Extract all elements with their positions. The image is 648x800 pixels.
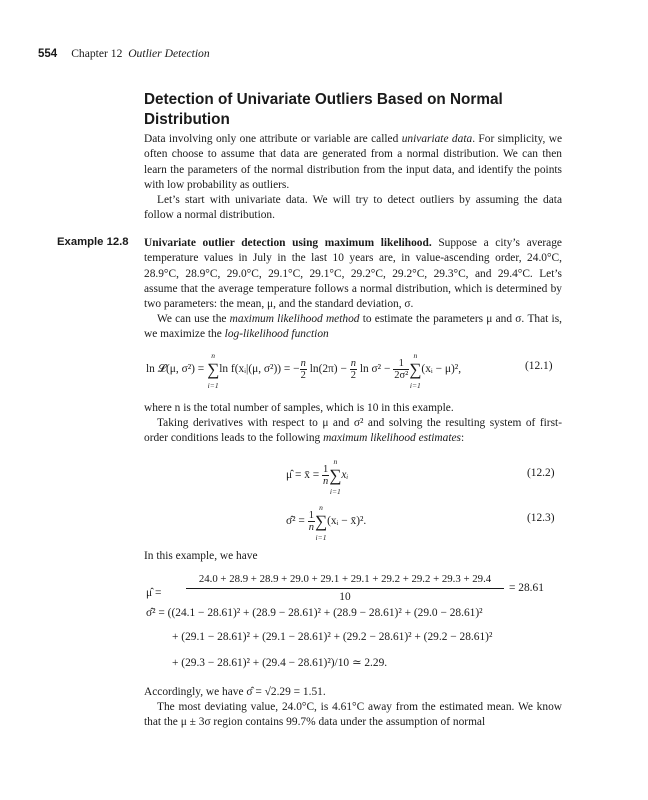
equation-number: (12.2) [527, 467, 555, 479]
example-p4-text-b: : [461, 432, 465, 445]
variance-line-2: + (29.1 − 28.61)² + (29.1 − 28.61)² + (29.2 − 28.61)² + (29.2 − 28.61)² [172, 631, 493, 643]
example-p2-text-a: We can use the [157, 313, 230, 325]
intro-text-b: . For simplicity, we often choose to assume that data are generated from a normal distribution. We can then learn the parameters of the normal distribution from the input data, and identify the points with low probability as outliers. [144, 133, 563, 192]
fraction: $\frac{1}{n}$ [308, 510, 314, 533]
example-paragraph-6: Accordingly, we have σ̂ = √2.29 = 1.51. [144, 686, 326, 698]
example-paragraph-4 [144, 416, 562, 447]
example-paragraph-5: In this example, we have [144, 550, 258, 562]
eq1-tail: (xᵢ − μ)², [421, 363, 462, 376]
fraction-bar [186, 588, 504, 589]
example-paragraph-3: where n is the total number of samples, which is 10 in this example. [144, 402, 454, 414]
chapter-title: Outlier Detection [128, 47, 210, 60]
example-text: Suppose a city’s average temperature values in July in the last 10 years are, in value-ascending order, 24.0°C, 28.9°C, 28.9°C, 29.0°C, 29.1°C, 29.1°C, 29.2°C, 29.2°C, 29.3°C, and 29.4°C. Let’s assume that the average temperature follows a normal distribution, which is determined by two parameters: the mean, μ, and the standard deviation, σ. [144, 237, 562, 311]
term-mle-estimates: maximum likelihood estimates [323, 432, 461, 445]
intro-paragraph-2: Let’s start with univariate data. We will try to detect outliers by assuming the data follow a normal distribution. [144, 194, 562, 222]
equation-12-2 [286, 457, 349, 497]
mean-result: = 28.61 [509, 582, 544, 594]
example-title: Univariate outlier detection using maximum likelihood. [144, 237, 432, 249]
sum-symbol: ∑ n i=1 [409, 351, 422, 391]
mean-denominator: 10 [339, 591, 351, 603]
eq2-lhs: μ̂ = x̄ = [286, 469, 323, 482]
intro-text-a: Data involving only one attribute or variable are called [144, 133, 402, 145]
chapter-number: Chapter 12 [71, 47, 123, 60]
intro-term: univariate data [401, 133, 473, 145]
fraction: $\frac{1}{\text{2σ²}}$ [394, 358, 409, 381]
eq1-mid: ln f(xᵢ|(μ, σ²)) = − [219, 363, 300, 376]
example-label: Example 12.8 [57, 236, 129, 248]
variance-line-3: + (29.3 − 28.61)² + (29.4 − 28.61)²)/10 ≃ 2.29. [172, 657, 388, 669]
eq3-rhs: (xᵢ − x̄)². [327, 515, 367, 528]
equation-12-1 [146, 351, 462, 391]
term-mle: maximum likelihood method [229, 313, 360, 325]
intro-paragraph-1 [144, 132, 562, 193]
fraction: $\frac{1}{n}$ [323, 464, 329, 487]
sum-lower: i=1 [207, 381, 219, 391]
example-paragraph-1 [144, 236, 562, 313]
running-header [38, 47, 210, 60]
equation-number: (12.3) [527, 512, 555, 524]
fraction: $\frac{n}{2}$ [300, 358, 306, 381]
sum-symbol: ∑ n i=1 [329, 457, 342, 497]
variance-line-1: σ̂² = ((24.1 − 28.61)² + (28.9 − 28.61)² + (28.9 − 28.61)² + (29.0 − 28.61)² [146, 607, 483, 619]
mean-lhs: μ̂ = [146, 587, 162, 599]
section-title: Detection of Univariate Outliers Based on Normal Distribution [144, 91, 503, 128]
example-paragraph-7: The most deviating value, 24.0°C, is 4.61°C away from the estimated mean. We know that the μ ± 3σ region contains 99.7% data under the assumption of normal [144, 701, 562, 729]
equation-12-3 [286, 503, 367, 543]
eq1-lhs: ln 𝓛(μ, σ²) = [146, 363, 208, 376]
eq1-lnsigma: ln σ² − [356, 363, 394, 376]
sum-upper: n [211, 351, 215, 361]
eq2-rhs: xᵢ [341, 469, 349, 482]
eq3-lhs: σ̂² = [286, 515, 308, 528]
example-p4-text-a: Taking derivatives with respect to μ and σ² and solving the resulting system of first-order conditions leads to the following [144, 417, 562, 445]
equation-number: (12.1) [525, 360, 553, 372]
eq1-ln2pi: ln(2π) − [306, 363, 350, 376]
sum-symbol: ∑ n i=1 [314, 503, 328, 543]
mean-numerator: 24.0 + 28.9 + 28.9 + 29.0 + 29.1 + 29.1 + 29.2 + 29.2 + 29.3 + 29.4 [198, 573, 492, 585]
example-paragraph-2 [144, 312, 562, 343]
sum-symbol: ∑ n i=1 [207, 351, 220, 391]
page-number: 554 [38, 48, 58, 60]
fraction: $\frac{n}{2}$ [350, 358, 356, 381]
example-p2-text-b: to estimate the parameters μ and σ. That is, we maximize the [144, 313, 562, 341]
term-loglik: log-likelihood function [224, 328, 329, 341]
